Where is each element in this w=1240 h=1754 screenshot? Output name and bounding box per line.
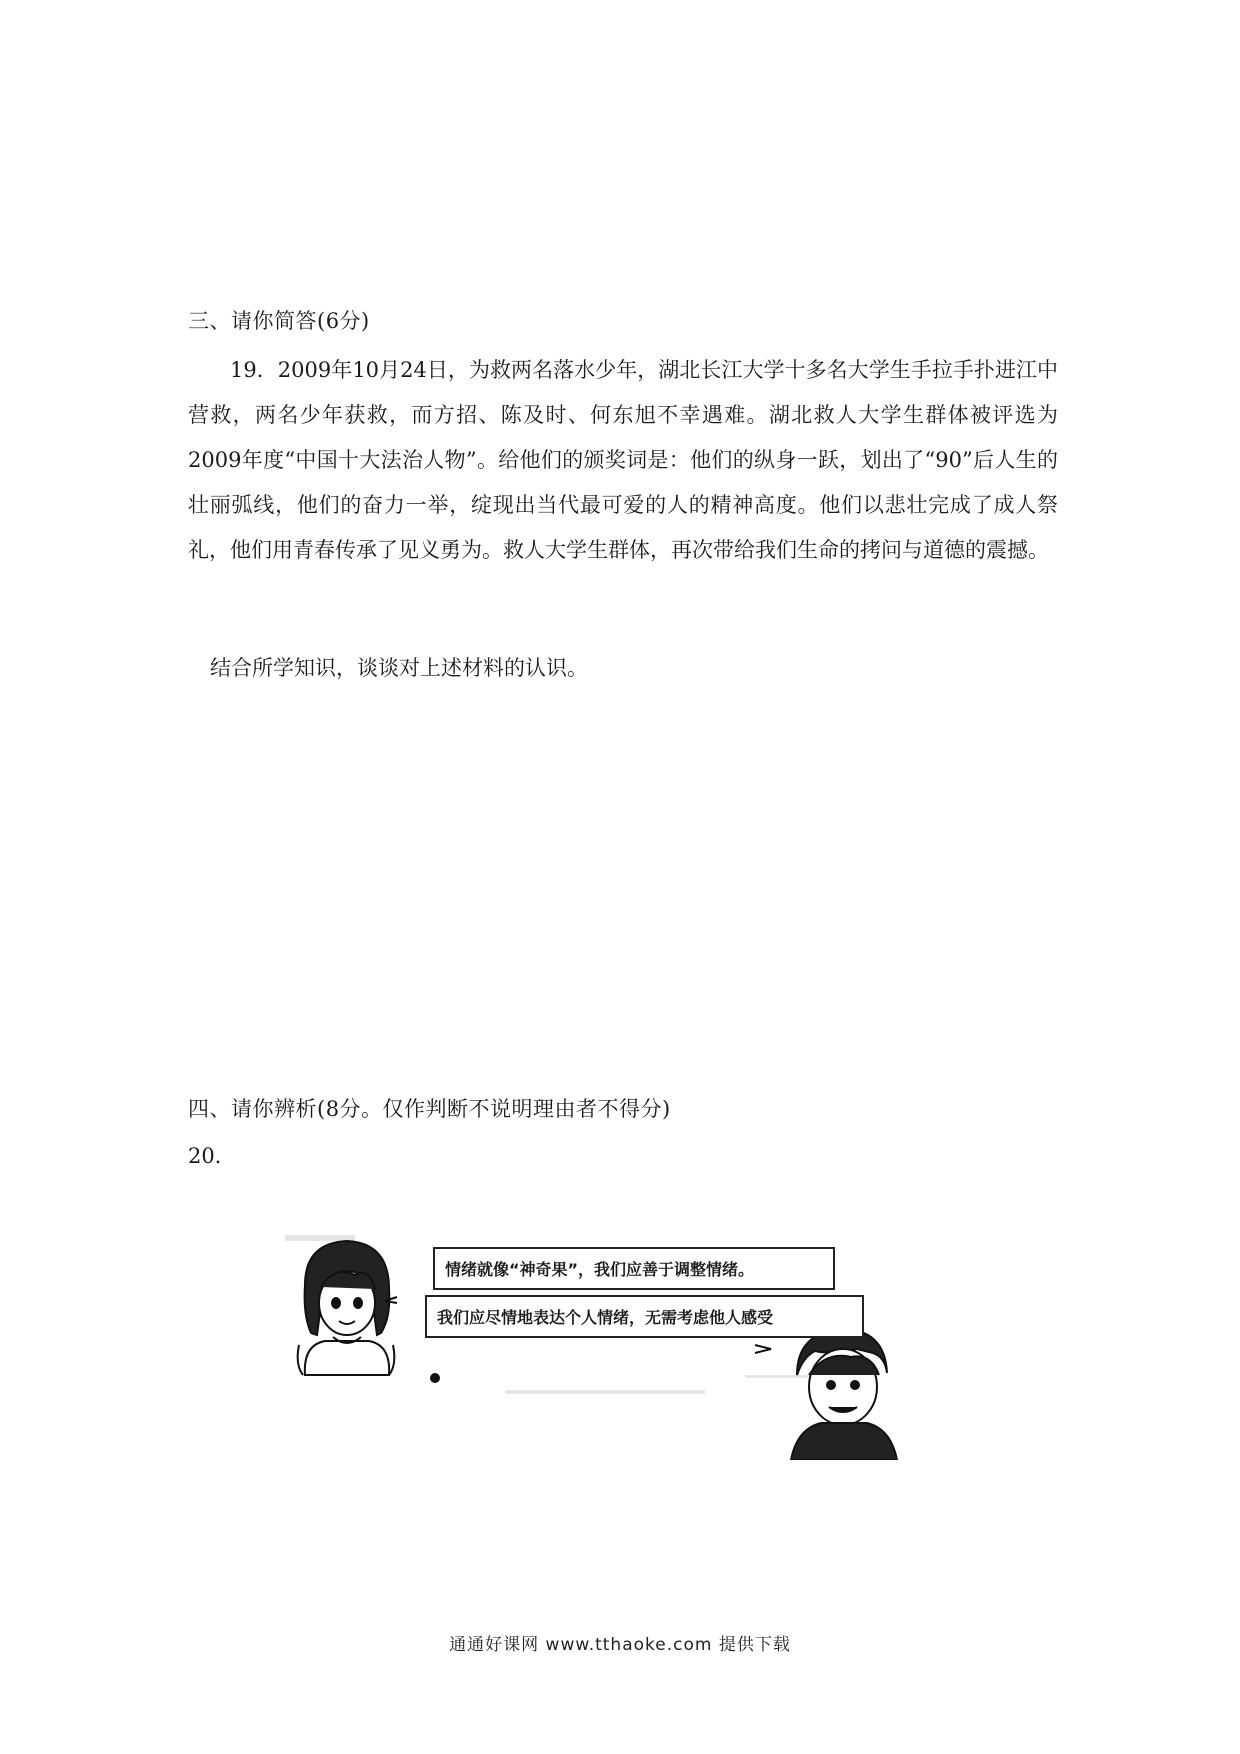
ink-dot [430, 1373, 440, 1383]
question-19-text: 19．2009年10月24日，为救两名落水少年，湖北长江大学十多名大学生手拉手扑进江中营救，两名少年获救，而方招、陈及时、何东旭不幸遇难。湖北救人大学生群体被评选为2009年度“中国十大法治人物”。给他们的颁奖词是：他们的纵身一跃，划出了“90”后人生的壮丽弧线，他们的奋力一举，绽现出当代最可爱的人的精神高度。他们以悲壮完成了成人祭礼，他们用青春传承了见义勇为。救人大学生群体，再次带给我们生命的拷问与道德的震撼。 [188, 358, 1058, 562]
boy-figure [791, 1329, 897, 1460]
girl-speech-bubble: 情绪就像“神奇果”，我们应善于调整情绪。 [433, 1247, 835, 1290]
boy-speech-bubble: 我们应尽情地表达个人情绪，无需考虑他人感受 [425, 1295, 864, 1338]
section-3-title: 三、请你简答(6分) [188, 309, 370, 333]
boy-bubble-pointer [755, 1345, 771, 1353]
footer-credit: 通通好课网 www.tthaoke.com 提供下载 [449, 1635, 791, 1655]
question-20-number: 20． [188, 1144, 236, 1168]
section-4-title: 四、请你辨析(8分。仅作判断不说明理由者不得分) [188, 1097, 671, 1121]
dialogue-cartoon [285, 1225, 1005, 1460]
girl-figure [298, 1241, 395, 1375]
question-19-instruction: 结合所学知识，谈谈对上述材料的认识。 [210, 656, 588, 680]
